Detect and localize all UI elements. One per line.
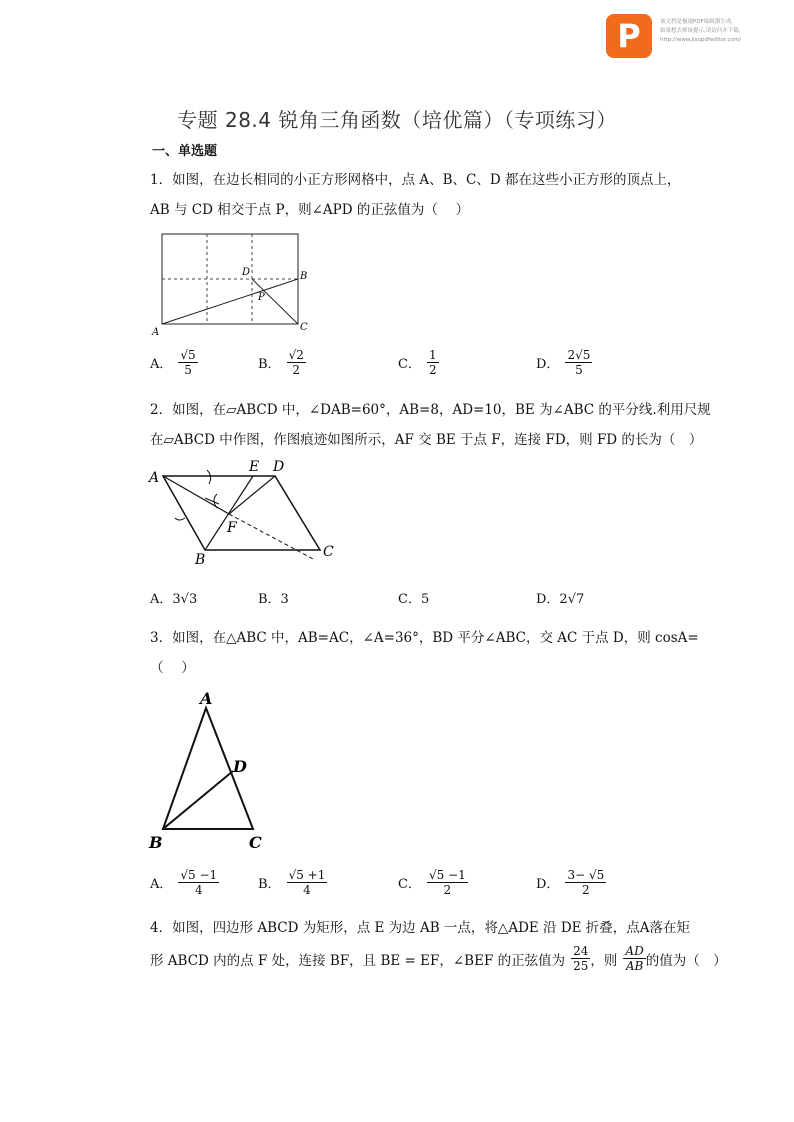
fraction-denominator: 2	[443, 883, 452, 897]
question-4-text-b: ，则	[590, 952, 618, 969]
question-4-text-a: 形 ABCD 内的点 F 处，连接 BF，且 BE = EF，∠BEF 的正弦值为	[150, 952, 566, 969]
option-fraction	[427, 868, 468, 897]
fraction-numerator: √5	[180, 348, 196, 362]
point-label-d: D	[233, 757, 247, 776]
q3-option-d	[536, 868, 606, 897]
fraction-numerator: √5 +1	[288, 868, 326, 882]
question-4-text-c: 的值为（ ）	[645, 952, 727, 969]
watermark-line: 如果想去掉该提示,请访问并下载:	[660, 28, 741, 34]
q2-option-c: C．5	[398, 592, 430, 607]
q1-option-b	[258, 348, 306, 377]
option-letter: A．	[150, 357, 173, 372]
point-label-c: C	[323, 544, 334, 560]
option-fraction	[565, 868, 606, 897]
question-2-line-2: 在▱ABCD 中作图，作图痕迹如图所示，AF 交 BE 于点 F，连接 FD，则 FD 的长为（ ）	[150, 432, 703, 448]
q1-option-a	[150, 348, 198, 377]
page-title: 专题 28.4 锐角三角函数（培优篇）（专项练习）	[177, 108, 617, 132]
q1-option-d	[536, 348, 592, 377]
watermark-text	[660, 18, 790, 45]
fraction-denominator: 2	[582, 883, 590, 897]
fraction-numerator: 3− √5	[567, 868, 605, 882]
option-fraction	[287, 868, 328, 897]
point-label-e: E	[249, 459, 260, 475]
q3-option-a	[150, 868, 219, 897]
option-letter: D．	[536, 357, 560, 372]
option-fraction	[178, 348, 197, 377]
option-letter: C．	[398, 877, 421, 892]
point-label-d: D	[242, 267, 251, 278]
option-letter: A．	[150, 877, 173, 892]
fraction-numerator: √2	[288, 348, 304, 362]
watermark-line: 该文档是极速PDF编辑器生成,	[660, 19, 733, 25]
fraction-denominator: 4	[194, 883, 203, 897]
question-4-line-2	[150, 944, 727, 973]
watermark-line: http://www.jisupdfeditor.com/	[660, 37, 741, 43]
point-label-d: D	[273, 459, 285, 475]
point-label-f: F	[227, 520, 237, 536]
fraction-numerator: 24	[573, 944, 589, 958]
fraction-numerator: √5 −1	[428, 868, 466, 882]
q2-option-a: A．3√3	[150, 592, 198, 607]
section-heading: 一、单选题	[152, 144, 218, 159]
question-3-line-1: 3．如图，在△ABC 中，AB=AC，∠A=36°，BD 平分∠ABC，交 AC 于点 D，则 cosA=	[150, 630, 699, 646]
fraction-numerator: AD	[625, 944, 644, 958]
q2-option-b: B．3	[258, 592, 289, 607]
question-3-line-2: （ ）	[150, 660, 195, 676]
logo-letter: P	[617, 17, 641, 55]
sine-fraction	[571, 944, 590, 973]
fraction-denominator: 5	[575, 363, 583, 377]
fraction-numerator: 2√5	[567, 348, 591, 362]
fraction-denominator: 2	[292, 363, 301, 377]
fraction-numerator: √5 −1	[180, 868, 218, 882]
question-1-line-1: 1．如图，在边长相同的小正方形网格中，点 A、B、C、D 都在这些小正方形的顶点上，	[150, 172, 681, 188]
question-1-line-2: AB 与 CD 相交于点 P，则∠APD 的正弦值为（ ）	[150, 202, 470, 218]
option-letter: C．	[398, 357, 421, 372]
option-letter: B．	[258, 877, 281, 892]
option-fraction	[178, 868, 219, 897]
option-fraction	[427, 348, 439, 377]
q3-option-b	[258, 868, 327, 897]
option-letter: B．	[258, 357, 281, 372]
parallelogram-figure-q2	[145, 456, 345, 568]
ratio-fraction	[623, 944, 645, 973]
grid-figure-q1	[150, 228, 320, 338]
option-fraction	[565, 348, 592, 377]
question-4-line-1: 4．如图，四边形 ABCD 为矩形，点 E 为边 AB 一点，将△ADE 沿 DE 折叠，点A落在矩	[150, 920, 691, 936]
point-label-b: B	[300, 271, 308, 282]
option-fraction	[287, 348, 306, 377]
point-label-c: C	[300, 322, 308, 333]
point-label-a: A	[152, 327, 160, 338]
point-label-c: C	[249, 833, 262, 852]
fraction-denominator: 25	[573, 959, 589, 973]
triangle-figure-q3	[145, 688, 275, 856]
fraction-denominator: 4	[303, 883, 311, 897]
q3-option-c	[398, 868, 468, 897]
question-2-line-1: 2．如图，在▱ABCD 中，∠DAB=60°，AB=8，AD=10，BE 为∠ABC 的平分线.利用尺规	[150, 402, 711, 418]
fraction-numerator: 1	[428, 348, 437, 362]
point-label-a: A	[149, 470, 160, 486]
point-label-p: P	[258, 292, 265, 303]
point-label-a: A	[200, 689, 213, 708]
q2-option-d: D．2√7	[536, 592, 585, 607]
fraction-denominator: 2	[428, 363, 437, 377]
option-letter: D．	[536, 877, 560, 892]
pdf-editor-logo	[606, 14, 652, 58]
fraction-denominator: AB	[625, 959, 644, 973]
q1-option-c	[398, 348, 439, 377]
point-label-b: B	[195, 552, 206, 568]
fraction-denominator: 5	[184, 363, 192, 377]
point-label-b: B	[149, 833, 163, 852]
